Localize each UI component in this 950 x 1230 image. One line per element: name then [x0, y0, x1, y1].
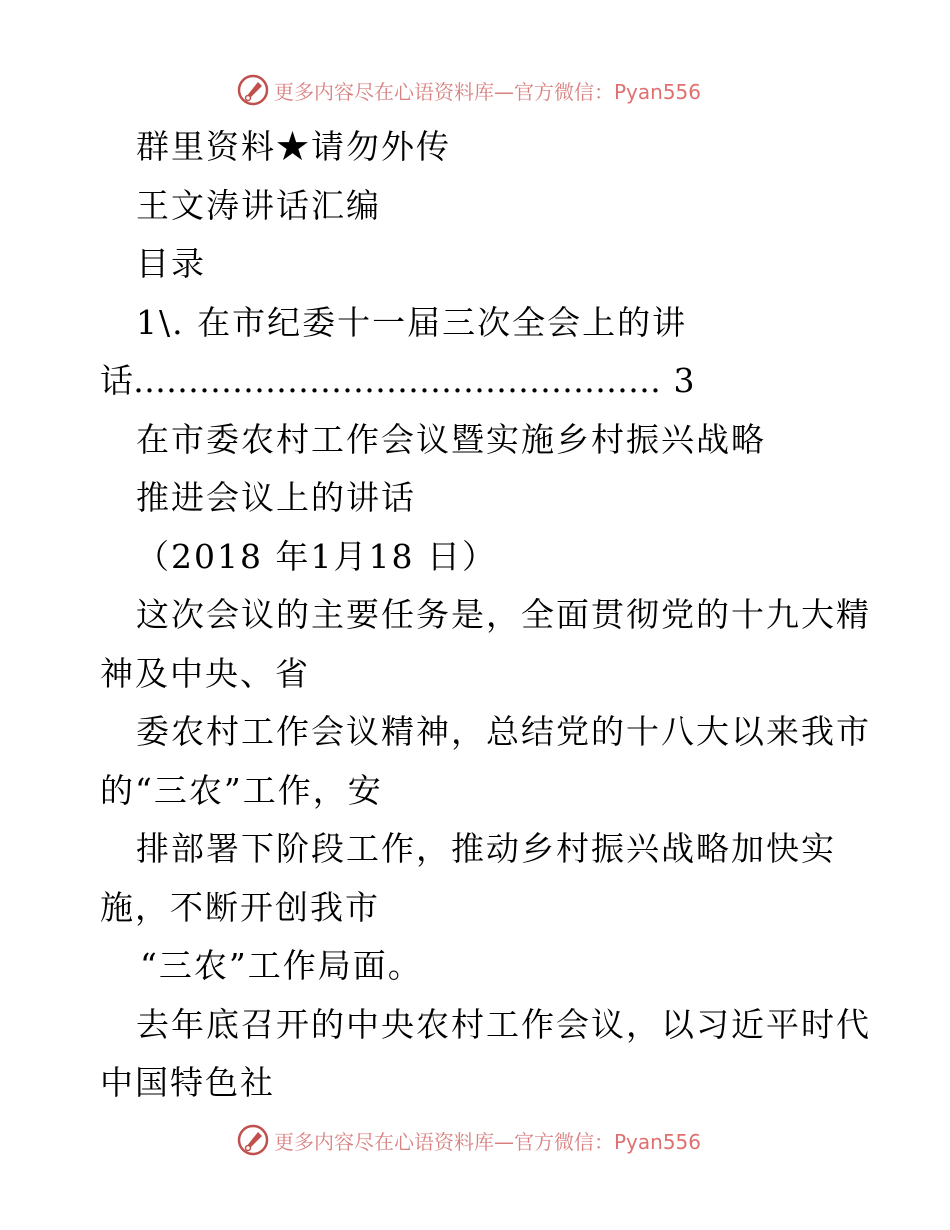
pen-nib-circle-icon: [236, 73, 270, 107]
speech-title-line1: 在市委农村工作会议暨实施乡村振兴战略: [136, 419, 766, 459]
collection-title: 王文涛讲话汇编: [136, 185, 381, 225]
paragraph-line: 中国特色社: [100, 1063, 275, 1102]
watermark-text: 更多内容尽在心语资料库—官方微信：Pyan556: [274, 1129, 702, 1154]
watermark-wechat-id: Pyan556: [614, 79, 702, 104]
toc-item-1: 1\. 在市纪委十一届三次全会上的讲: [136, 302, 688, 342]
speech-title-line2: 推进会议上的讲话: [136, 478, 416, 517]
watermark-footer: [236, 1122, 701, 1158]
paragraph-line: “三农”工作局面。: [140, 946, 423, 985]
toc-heading: 目录: [136, 244, 206, 283]
pen-nib-circle-icon: [236, 1123, 270, 1157]
paragraph-line: 的“三农”工作，安: [100, 770, 383, 810]
toc-item-1-continuation: [100, 352, 900, 411]
speech-date: （2018 年1月18 日）: [136, 536, 497, 576]
header-note: 群里资料★请勿外传: [136, 127, 451, 166]
watermark-header: [236, 72, 701, 108]
document-body: [100, 118, 900, 1113]
watermark-wechat-id: Pyan556: [614, 1129, 702, 1154]
paragraph-line: 神及中央、省: [100, 653, 310, 693]
paragraph-line: 排部署下阶段工作，推动乡村振兴战略加快实: [136, 829, 836, 868]
toc-item-1-leader: 话…………………………………………: [100, 361, 661, 400]
paragraph-line: 施，不断开创我市: [100, 887, 380, 927]
paragraph-line: 委农村工作会议精神，总结党的十八大以来我市: [136, 712, 871, 751]
toc-item-1-page: 3: [673, 361, 697, 400]
watermark-text: 更多内容尽在心语资料库—官方微信：Pyan556: [274, 79, 702, 104]
paragraph-line: 这次会议的主要任务是，全面贯彻党的十九大精: [136, 595, 871, 634]
paragraph-line: 去年底召开的中央农村工作会议，以习近平时代: [136, 1004, 871, 1044]
